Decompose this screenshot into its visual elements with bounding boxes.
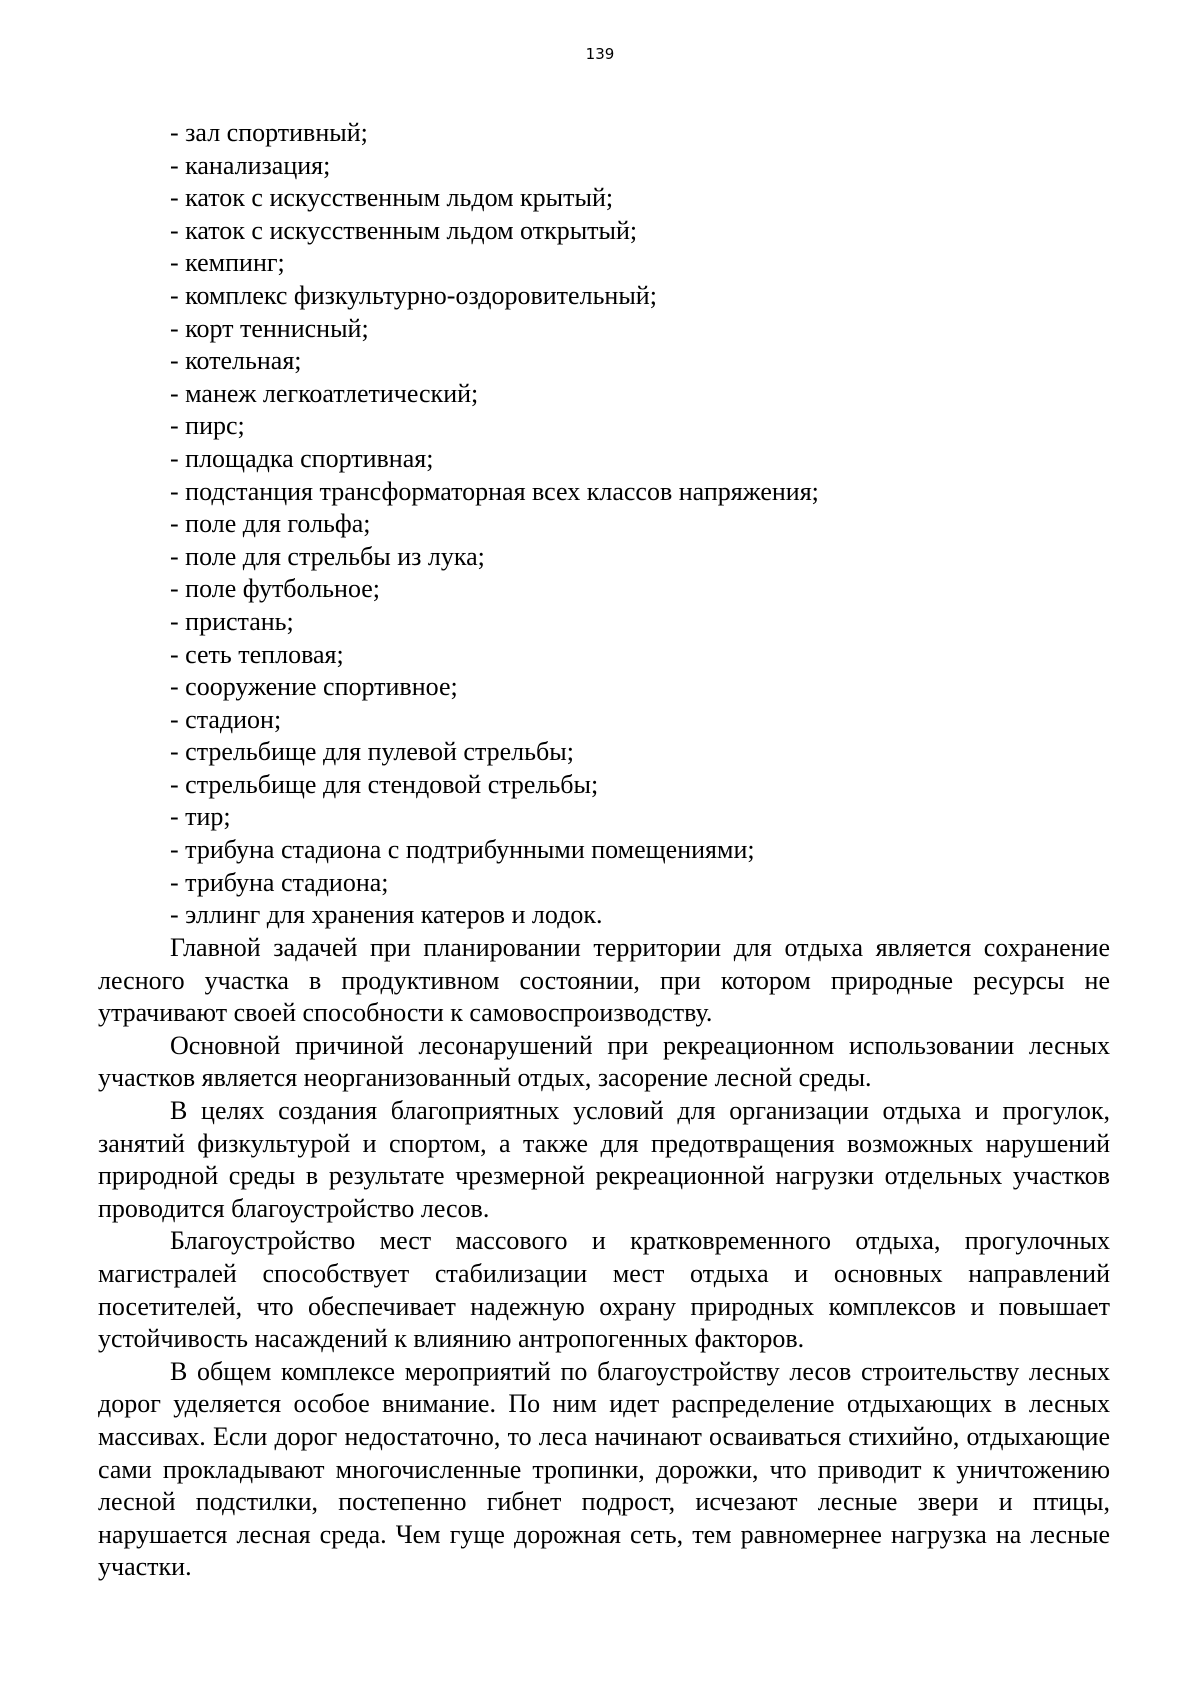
list-item: - манеж легкоатлетический; [170,378,479,408]
list-item: - пристань; [170,606,294,636]
list-item: - котельная; [170,346,302,376]
list-item: - комплекс физкультурно-оздоровительный; [170,280,657,310]
paragraph: В целях создания благоприятных условий для организации отдыха и прогулок, занятий физкультурой и спортом, а также для предотвращения возможных нарушений природной среды в результате чрезмерной рекреационной нагрузки отдельных участков проводится благоустройство лесов. [98,1095,1110,1223]
list-item: - сеть тепловая; [170,639,344,669]
page-number: 139 [585,45,615,63]
list-item: - поле для стрельбы из лука; [170,541,485,571]
list-item: - канализация; [170,150,331,180]
list-item: - подстанция трансформаторная всех классов напряжения; [170,476,819,506]
paragraph: Благоустройство мест массового и кратковременного отдыха, прогулочных магистралей способствует стабилизации мест отдыха и основных направлений посетителей, что обеспечивает надежную охрану природных комплексов и повышает устойчивость насаждений к влиянию антропогенных факторов. [98,1226,1110,1354]
paragraph: В общем комплексе мероприятий по благоустройству лесов строительству лесных дорог уделяется особое внимание. По ним идет распределение отдыхающих в лесных массивах. Если дорог недостаточно, то леса начинают осваиваться стихийно, отдыхающие сами прокладывают многочисленные тропинки, дорожки, что приводит к уничтожению лесной подстилки, постепенно гибнет подрост, исчезают лесные звери и птицы, нарушается лесная среда. Чем гуще дорожная сеть, тем равномернее нагрузка на лесные участки. [98,1356,1110,1582]
paragraph: Главной задачей при планировании территории для отдыха является сохранение лесного участка в продуктивном состоянии, при котором природные ресурсы не утрачивают своей способности к самовоспроизводству. [98,933,1110,1028]
paragraph: Основной причиной лесонарушений при рекреационном использовании лесных участков является неорганизованный отдых, засорение лесной среды. [98,1030,1110,1093]
list-item: - стрельбище для стендовой стрельбы; [170,769,599,799]
list-item: - поле футбольное; [170,574,381,604]
list-item: - кемпинг; [170,248,285,278]
list-item: - поле для гольфа; [170,509,371,539]
list-item: - эллинг для хранения катеров и лодок. [170,900,603,930]
body-text [98,932,1110,1584]
list-item: - каток с искусственным льдом крытый; [170,183,614,213]
list-item: - зал спортивный; [170,118,368,147]
list-item: - пирс; [170,411,245,441]
facility-list [170,117,1110,932]
list-item: - трибуна стадиона с подтрибунными помещениями; [170,835,755,865]
list-item: - каток с искусственным льдом открытый; [170,215,638,245]
list-item: - сооружение спортивное; [170,672,458,702]
list-item: - трибуна стадиона; [170,867,389,897]
list-item: - тир; [170,802,231,832]
list-item: - стадион; [170,704,282,734]
list-item: - стрельбище для пулевой стрельбы; [170,737,574,767]
list-item: - корт теннисный; [170,313,369,343]
list-item: - площадка спортивная; [170,443,434,473]
